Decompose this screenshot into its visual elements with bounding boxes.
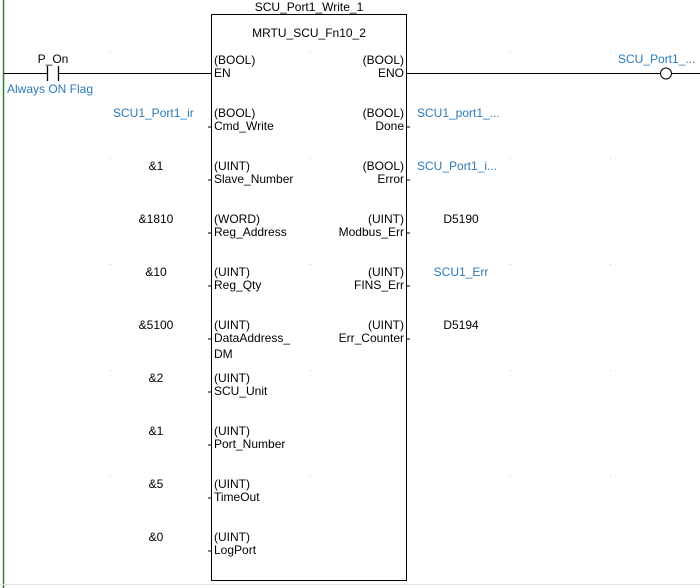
output-pin-fins-err-type: (UINT) (368, 265, 404, 279)
input-pin-data-address: DataAddress_ (214, 331, 291, 345)
input-pin-scu-unit-type: (UINT) (214, 371, 250, 385)
input-arg-data-address[interactable]: &5100 (138, 318, 174, 332)
input-pin-logport: LogPort (214, 543, 257, 557)
output-arg-fins-err[interactable]: SCU1_Err (433, 265, 489, 279)
output-pin-eno: ENO (377, 66, 404, 80)
output-pin-eno-type: (BOOL) (362, 53, 404, 67)
output-pin-err-counter: Err_Counter (338, 331, 404, 345)
input-arg-logport[interactable]: &0 (148, 530, 164, 544)
no-contact-symbol[interactable] (48, 66, 59, 81)
output-pin-modbus-err-type: (UINT) (368, 212, 404, 226)
instance-name[interactable]: SCU_Port1_Write_1 (254, 0, 364, 14)
input-pin-reg-qty-type: (UINT) (214, 265, 250, 279)
input-pin-timeout-type: (UINT) (214, 477, 250, 491)
output-arg-done[interactable]: SCU1_port1_... (417, 106, 500, 120)
output-pin-err-counter-type: (UINT) (368, 318, 404, 332)
input-pin-timeout: TimeOut (214, 490, 260, 504)
output-pin-fins-err: FINS_Err (353, 278, 404, 292)
output-arg-err-counter[interactable]: D5194 (443, 318, 479, 332)
output-pin-error: Error (377, 172, 404, 186)
output-arg-error[interactable]: SCU_Port1_i... (417, 159, 498, 173)
input-pin-reg-address: Reg_Address (214, 225, 287, 239)
input-pin-port-number-type: (UINT) (214, 424, 250, 438)
output-pin-done: Done (375, 119, 404, 133)
input-pin-cmd-write: Cmd_Write (214, 119, 274, 133)
output-pin-modbus-err: Modbus_Err (338, 225, 404, 239)
input-arg-slave-number[interactable]: &1 (148, 159, 164, 173)
input-arg-scu-unit[interactable]: &2 (148, 371, 164, 385)
block-type-title: MRTU_SCU_Fn10_2 (252, 26, 366, 40)
output-pin-error-type: (BOOL) (362, 159, 404, 173)
input-pin-en: EN (214, 66, 231, 80)
input-pin-port-number: Port_Number (214, 437, 286, 451)
input-pin-reg-address-type: (WORD) (214, 212, 260, 226)
input-pin-data-address-line2: DM (214, 347, 233, 361)
output-pin-done-type: (BOOL) (362, 106, 404, 120)
input-pin-slave-number-type: (UINT) (214, 159, 250, 173)
input-arg-cmd-write[interactable]: SCU1_Port1_ir (113, 106, 194, 120)
contact-variable-name[interactable]: P_On (37, 52, 69, 66)
input-arg-reg-address[interactable]: &1810 (138, 212, 174, 226)
output-arg-modbus-err[interactable]: D5190 (443, 212, 479, 226)
input-pin-cmd-write-type: (BOOL) (214, 106, 256, 120)
input-pin-data-address-type: (UINT) (214, 318, 250, 332)
input-arg-port-number[interactable]: &1 (148, 424, 164, 438)
input-pin-slave-number: Slave_Number (214, 172, 294, 186)
input-arg-reg-qty[interactable]: &10 (145, 265, 167, 279)
output-coil-symbol[interactable] (661, 68, 672, 79)
output-coil-variable[interactable]: SCU_Port1_... (618, 52, 696, 66)
input-pin-scu-unit: SCU_Unit (214, 384, 268, 398)
input-arg-timeout[interactable]: &5 (148, 477, 164, 491)
contact-comment: Always ON Flag (7, 82, 94, 96)
input-pin-reg-qty: Reg_Qty (214, 278, 262, 292)
input-pin-logport-type: (UINT) (214, 530, 250, 544)
input-pin-en-type: (BOOL) (214, 53, 256, 67)
